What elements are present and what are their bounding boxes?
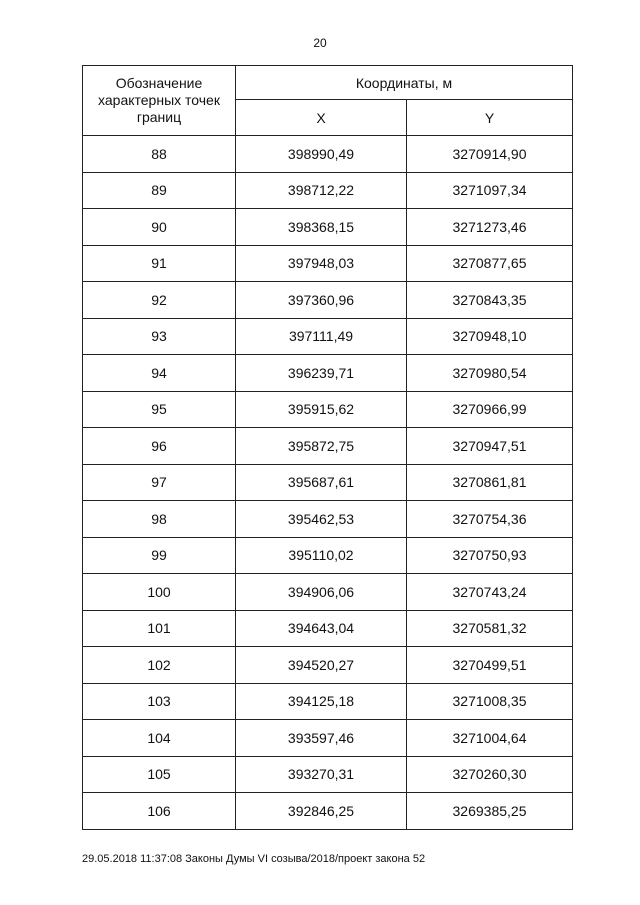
y-coord-cell: 3270914,90: [407, 136, 573, 173]
table-row: [83, 136, 573, 173]
point-cell: 101: [83, 610, 236, 647]
table-row: [83, 537, 573, 574]
y-coord-cell: 3270877,65: [407, 245, 573, 282]
y-coord-cell: 3270499,51: [407, 647, 573, 684]
table-row: [83, 355, 573, 392]
x-coord-cell: 396239,71: [236, 355, 407, 392]
point-cell: 89: [83, 172, 236, 209]
point-cell: 103: [83, 683, 236, 720]
table-row: [83, 501, 573, 538]
x-coord-cell: 395110,02: [236, 537, 407, 574]
y-coord-cell: 3271008,35: [407, 683, 573, 720]
point-cell: 97: [83, 464, 236, 501]
x-coord-cell: 393597,46: [236, 720, 407, 757]
table-row: [83, 172, 573, 209]
y-coord-cell: 3270581,32: [407, 610, 573, 647]
y-header: Y: [407, 100, 573, 136]
y-coord-cell: 3270947,51: [407, 428, 573, 465]
table-row: [83, 209, 573, 246]
x-coord-cell: 398712,22: [236, 172, 407, 209]
point-cell: 96: [83, 428, 236, 465]
table-row: [83, 428, 573, 465]
point-cell: 104: [83, 720, 236, 757]
x-coord-cell: 397948,03: [236, 245, 407, 282]
point-cell: 95: [83, 391, 236, 428]
point-cell: 106: [83, 793, 236, 830]
document-footer: 29.05.2018 11:37:08 Законы Думы VI созыва/2018/проект закона 52: [82, 853, 426, 865]
y-coord-cell: 3270966,99: [407, 391, 573, 428]
x-coord-cell: 398990,49: [236, 136, 407, 173]
y-coord-cell: 3271004,64: [407, 720, 573, 757]
point-cell: 88: [83, 136, 236, 173]
y-coord-cell: 3270948,10: [407, 318, 573, 355]
point-cell: 100: [83, 574, 236, 611]
table-row: [83, 391, 573, 428]
x-coord-cell: 395687,61: [236, 464, 407, 501]
x-header: X: [236, 100, 407, 136]
y-coord-cell: 3270754,36: [407, 501, 573, 538]
y-coord-cell: 3269385,25: [407, 793, 573, 830]
y-coord-cell: 3271097,34: [407, 172, 573, 209]
point-cell: 92: [83, 282, 236, 319]
x-coord-cell: 394643,04: [236, 610, 407, 647]
point-cell: 93: [83, 318, 236, 355]
table-row: [83, 683, 573, 720]
table-row: [83, 245, 573, 282]
x-coord-cell: 397111,49: [236, 318, 407, 355]
x-coord-cell: 395872,75: [236, 428, 407, 465]
table-row: [83, 318, 573, 355]
x-coord-cell: 395915,62: [236, 391, 407, 428]
y-coord-cell: 3270260,30: [407, 756, 573, 793]
x-coord-cell: 394906,06: [236, 574, 407, 611]
x-coord-cell: 394125,18: [236, 683, 407, 720]
coords-header: Координаты, м: [236, 66, 573, 100]
point-label-header: Обозначение характерных точек границ: [83, 66, 236, 136]
point-cell: 105: [83, 756, 236, 793]
point-cell: 102: [83, 647, 236, 684]
point-cell: 98: [83, 501, 236, 538]
table-body: [83, 136, 573, 830]
x-coord-cell: 398368,15: [236, 209, 407, 246]
y-coord-cell: 3270750,93: [407, 537, 573, 574]
table-row: [83, 610, 573, 647]
y-coord-cell: 3270743,24: [407, 574, 573, 611]
x-coord-cell: 392846,25: [236, 793, 407, 830]
x-coord-cell: 397360,96: [236, 282, 407, 319]
table-row: [83, 464, 573, 501]
y-coord-cell: 3270843,35: [407, 282, 573, 319]
table-row: [83, 756, 573, 793]
table-row: [83, 574, 573, 611]
x-coord-cell: 393270,31: [236, 756, 407, 793]
y-coord-cell: 3270980,54: [407, 355, 573, 392]
point-cell: 91: [83, 245, 236, 282]
table-row: [83, 720, 573, 757]
table-row: [83, 647, 573, 684]
x-coord-cell: 394520,27: [236, 647, 407, 684]
point-cell: 90: [83, 209, 236, 246]
table-row: [83, 793, 573, 830]
table-row: [83, 282, 573, 319]
y-coord-cell: 3270861,81: [407, 464, 573, 501]
y-coord-cell: 3271273,46: [407, 209, 573, 246]
coordinates-table: [82, 65, 573, 830]
table-header-row: [83, 66, 573, 100]
x-coord-cell: 395462,53: [236, 501, 407, 538]
point-cell: 94: [83, 355, 236, 392]
page-number: 20: [313, 36, 327, 50]
point-cell: 99: [83, 537, 236, 574]
